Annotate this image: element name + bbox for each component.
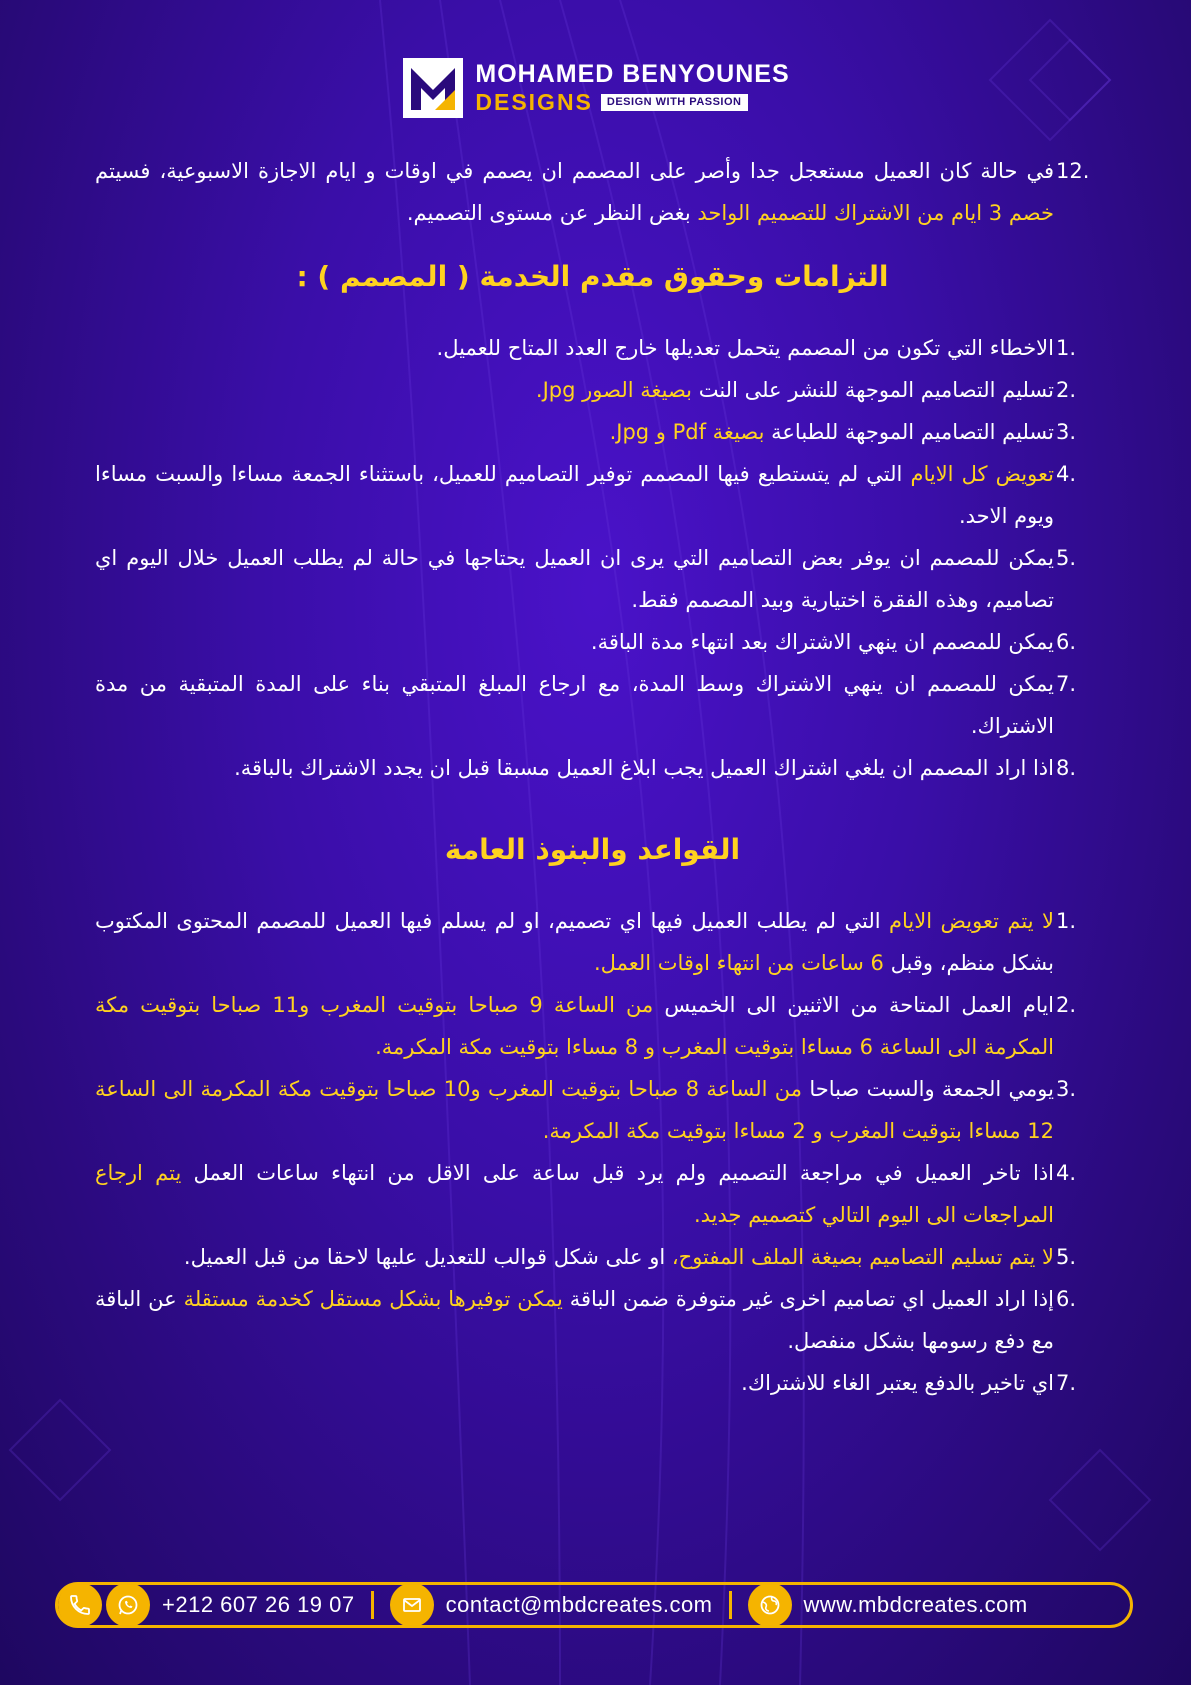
list-item-text: إذا اراد العميل اي تصاميم اخرى غير متوفرة ضمن الباقة xyxy=(562,1287,1054,1311)
list-item xyxy=(95,1236,1077,1278)
highlighted-text: لا يتم تسليم التصاميم بصيغة الملف المفتوح، xyxy=(671,1245,1054,1269)
highlighted-text: يمكن توفيرها بشكل مستقل كخدمة مستقلة xyxy=(183,1287,563,1311)
list-item-number: 1. xyxy=(1056,909,1077,933)
list-item-text: يمكن للمصمم ان ينهي الاشتراك وسط المدة، مع ارجاع المبلغ المتبقي بناء على المدة المتبقية من مدة الاشتراك. xyxy=(95,672,1054,738)
intro-list xyxy=(95,150,1090,234)
list-item xyxy=(95,621,1077,663)
list-item-number: 2. xyxy=(1056,993,1077,1017)
list-item xyxy=(95,150,1090,234)
list-item-text: الاخطاء التي تكون من المصمم يتحمل تعديلها خارج العدد المتاح للعميل. xyxy=(436,336,1054,360)
brand-logo xyxy=(0,56,1191,120)
list-item xyxy=(95,369,1077,411)
globe-icon[interactable] xyxy=(748,1583,792,1627)
highlighted-text: خصم 3 ايام من الاشتراك للتصميم الواحد xyxy=(697,201,1054,225)
logo-mark-icon xyxy=(401,56,465,120)
list-item-text: بغض النظر عن مستوى التصميم. xyxy=(406,201,698,225)
list-item-number: 5. xyxy=(1056,1245,1077,1269)
phone-icon[interactable] xyxy=(58,1583,102,1627)
list-item-number: 1. xyxy=(1056,336,1077,360)
list-item-number: 7. xyxy=(1056,672,1077,696)
phone-number[interactable]: +212 607 26 19 07 xyxy=(162,1592,355,1617)
brand-tagline: DESIGN WITH PASSION xyxy=(601,94,748,111)
list-item-text: عن الباقة مع دفع رسومها بشكل منفصل. xyxy=(95,1287,1054,1353)
list-item-number: 4. xyxy=(1056,1161,1077,1185)
list-item xyxy=(95,1362,1077,1404)
list-item-text: اذا اراد المصمم ان يلغي اشتراك العميل يجب ابلاغ العميل مسبقا قبل ان يجدد الاشتراك بالباقة. xyxy=(234,756,1054,780)
highlighted-text: لا يتم تعويض الايام xyxy=(889,909,1054,933)
website-url[interactable]: www.mbdcreates.com xyxy=(803,1592,1028,1617)
list-item-text: اي تاخير بالدفع يعتبر الغاء للاشتراك. xyxy=(741,1371,1054,1395)
list-item xyxy=(95,900,1077,984)
list-item-number: 12. xyxy=(1056,159,1090,183)
list-item-number: 4. xyxy=(1056,462,1077,486)
section-title-designer-obligations: التزامات وحقوق مقدم الخدمة ( المصمم ) : xyxy=(296,260,889,293)
list-item-text: او على شكل قوالب للتعديل عليها لاحقا من قبل العميل. xyxy=(183,1245,672,1269)
list-item xyxy=(95,747,1077,789)
brand-sub: DESIGNS xyxy=(475,89,593,115)
mail-icon[interactable] xyxy=(390,1583,434,1627)
highlighted-text: من الساعة 9 صباحا بتوقيت المغرب و11 صباحا بتوقيت مكة المكرمة الى الساعة 6 مساءا بتوقيت المغرب و 8 مساءا بتوقيت مكة المكرمة. xyxy=(95,993,1054,1059)
list-item-text: التي لم يطلب العميل فيها اي تصميم، او لم يسلم فيها العميل للمصمم المحتوى المكتوب بشكل منظم، وقبل xyxy=(95,909,1054,975)
list-item xyxy=(95,453,1077,537)
highlighted-text: بصيغة الصور Jpg. xyxy=(535,378,693,402)
list-item-number: 3. xyxy=(1056,1077,1077,1101)
highlighted-text: تعويض كل الايام xyxy=(910,462,1054,486)
list-item-number: 3. xyxy=(1056,420,1077,444)
list-item xyxy=(95,1068,1077,1152)
list-item xyxy=(95,1278,1077,1362)
list-item-text: التي لم يتستطيع فيها المصمم توفير التصاميم للعميل، باستثناء الجمعة مساءا والسبت مساءا ويوم الاحد. xyxy=(95,462,1054,528)
highlighted-text: يتم ارجاع المراجعات الى اليوم التالي كتصميم جديد. xyxy=(95,1161,1054,1227)
list-item xyxy=(95,411,1077,453)
list-item-text: في حالة كان العميل مستعجل جدا وأصر على المصمم ان يصمم في اوقات و ايام الاجازة الاسبوعية، فسيتم xyxy=(95,159,1054,183)
list-item-text: اذا تاخر العميل في مراجعة التصميم ولم يرد قبل ساعة على الاقل من انتهاء ساعات العمل xyxy=(181,1161,1055,1185)
list-item-text: ايام العمل المتاحة من الاثنين الى الخميس xyxy=(653,993,1054,1017)
list-item-number: 6. xyxy=(1056,630,1077,654)
divider xyxy=(729,1591,732,1619)
list-item-text: تسليم التصاميم الموجهة للطباعة xyxy=(764,420,1054,444)
email-address[interactable]: contact@mbdcreates.com xyxy=(445,1592,713,1617)
contact-footer xyxy=(55,1582,1133,1628)
general-rules-list xyxy=(95,900,1090,1404)
list-item-number: 7. xyxy=(1056,1371,1077,1395)
list-item-text: يمكن للمصمم ان ينهي الاشتراك بعد انتهاء مدة الباقة. xyxy=(590,630,1054,654)
divider xyxy=(371,1591,374,1619)
list-item-number: 5. xyxy=(1056,546,1077,570)
list-item-text: تسليم التصاميم الموجهة للنشر على النت xyxy=(692,378,1054,402)
list-item-number: 6. xyxy=(1056,1287,1077,1311)
highlighted-text: بصيغة Pdf و Jpg. xyxy=(609,420,765,444)
section-title-general-rules: القواعد والبنوذ العامة xyxy=(444,833,741,866)
designer-obligations-list xyxy=(95,327,1090,789)
list-item xyxy=(95,1152,1077,1236)
brand-name: MOHAMED BENYOUNES xyxy=(475,60,790,88)
list-item xyxy=(95,327,1077,369)
list-item-number: 2. xyxy=(1056,378,1077,402)
terms-content xyxy=(95,150,1090,1404)
list-item xyxy=(95,663,1077,747)
whatsapp-icon[interactable] xyxy=(106,1583,150,1627)
highlighted-text: من الساعة 8 صباحا بتوقيت المغرب و10 صباحا بتوقيت مكة المكرمة الى الساعة 12 مساءا بتوقيت المغرب و 2 مساءا بتوقيت مكة المكرمة. xyxy=(95,1077,1054,1143)
list-item xyxy=(95,984,1077,1068)
list-item-text: يومي الجمعة والسبت صباحا xyxy=(802,1077,1054,1101)
list-item xyxy=(95,537,1077,621)
list-item-text: يمكن للمصمم ان يوفر بعض التصاميم التي يرى ان العميل يحتاجها في حالة لم يطلب العميل خلال اليوم اي تصاميم، وهذه الفقرة اختيارية وبيد المصمم فقط. xyxy=(95,546,1054,612)
list-item-number: 8. xyxy=(1056,756,1077,780)
highlighted-text: 6 ساعات من انتهاء اوقات العمل. xyxy=(593,951,884,975)
